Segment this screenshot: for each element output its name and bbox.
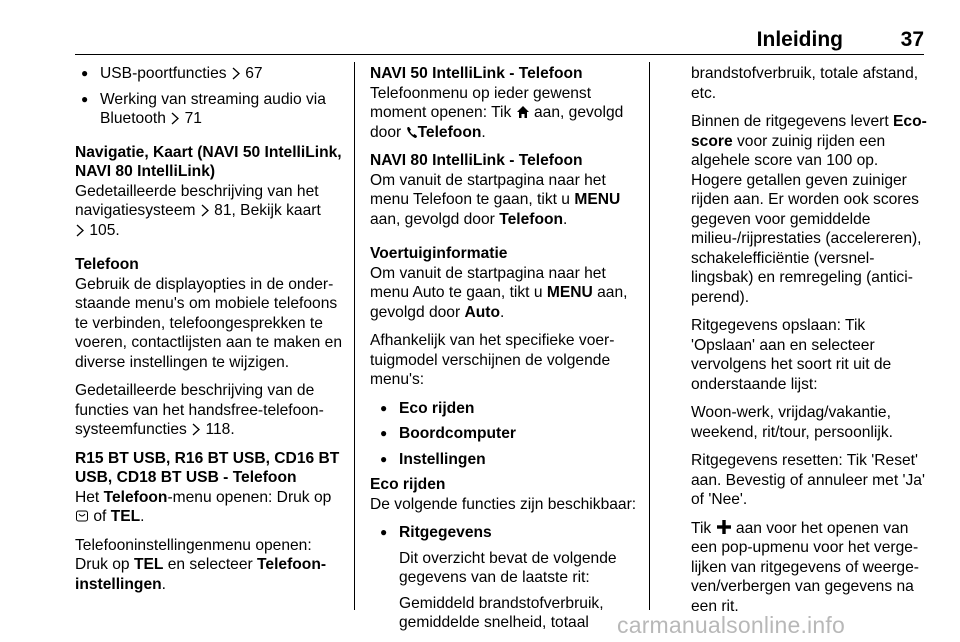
page-header — [0, 0, 960, 58]
list-item: ● Boordcomputer — [370, 424, 638, 444]
paragraph: Gebruik de displayopties in de onderstaande menu's om mobiele telefoons te verbinden, telefoongesprekken te voeren, contactlijsten aan te maken en diverse instellingen te wijzigen. — [75, 275, 342, 371]
page-reference-arrow-icon — [200, 204, 210, 217]
paragraph: Gemiddeld brandstofverbruik, gemiddelde snelheid, totaal — [399, 594, 604, 631]
paragraph: Telefooninstellingenmenu openen: Druk op TEL en selecteer Telefooninstellingen. — [75, 536, 327, 593]
page-reference-arrow-icon — [231, 67, 241, 80]
list-item: ● Eco rijden — [370, 399, 638, 419]
page-reference-arrow-icon — [191, 423, 201, 436]
page-reference-arrow-icon — [75, 224, 85, 237]
home-icon — [516, 105, 530, 119]
phone-key-icon — [75, 509, 89, 523]
paragraph: De volgende functies zijn beschikbaar: — [370, 495, 637, 513]
column-3 — [691, 64, 931, 625]
column-divider-2 — [649, 62, 650, 610]
page-number: 37 — [900, 28, 924, 51]
paragraph: Ritgegevens resetten: Tik 'Reset' aan. Bevestig of annuleer met 'Ja' of 'Nee'. — [691, 452, 925, 508]
column-2 — [370, 64, 638, 639]
phone-icon — [406, 126, 418, 139]
list-item: ● Instellingen — [370, 450, 638, 470]
section-heading: Navigatie, Kaart (NAVI 50 IntelliLink, NAVI 80 IntelliLink) — [75, 143, 342, 180]
section-heading: Voertuiginformatie — [370, 245, 508, 262]
paragraph: Dit overzicht bevat de volgende gegevens van de laatste rit: — [399, 549, 617, 586]
paragraph: Het Telefoon-menu openen: Druk op of TEL. — [75, 488, 332, 525]
paragraph: Ritgegevens opslaan: Tik 'Opslaan' aan en selecteer vervolgens het soort rit uit de onderstaande lijst: — [691, 317, 892, 393]
page-section-title: Inleiding — [756, 28, 843, 51]
paragraph: Binnen de ritgegevens levert Eco-score voor zuinig rijden een algehele score van 100 op. Hogere getallen geven zuiniger rijden aan. Er worden ook scores gegeven voor gemiddelde milieu-/rijprestaties (accelereren), schakelefficiëntie (versnellingsbak) en remregeling (anticiperend). — [691, 113, 927, 306]
section-heading: Telefoon — [75, 256, 139, 273]
watermark: carmanualsonline.info — [617, 612, 845, 638]
paragraph: brandstofverbruik, totale afstand, etc. — [691, 65, 919, 102]
list-item: ● USB-poortfuncties 67 — [75, 64, 343, 84]
paragraph: Om vanuit de startpagina naar het menu Auto te gaan, tikt u MENU aan, gevolgd door Auto. — [370, 264, 628, 321]
column-divider-1 — [354, 62, 355, 610]
paragraph: Woon-werk, vrijdag/vakantie, weekend, rit/tour, persoonlijk. — [691, 404, 893, 441]
column-1 — [75, 64, 343, 603]
paragraph: Afhankelijk van het specifieke voertuigmodel verschijnen de volgende menu's: — [370, 332, 615, 388]
section-heading: NAVI 50 IntelliLink - Telefoon — [370, 65, 583, 82]
paragraph: Tik aan voor het openen van een pop-upmenu voor het vergelijken van ritgegevens of weergeven/verbergen van gegevens na een rit. — [691, 519, 919, 615]
paragraph: Gedetailleerde beschrijving van het navigatiesysteem 81, Bekijk kaart 105. — [75, 182, 321, 239]
header-rule — [75, 54, 924, 55]
paragraph: Om vanuit de startpagina naar het menu Telefoon te gaan, tikt u MENU aan, gevolgd door Telefoon. — [370, 171, 621, 228]
page-reference-arrow-icon — [170, 112, 180, 125]
list-item: ● Werking van streaming audio via Bluetooth 71 — [75, 90, 343, 129]
section-heading: R15 BT USB, R16 BT USB, CD16 BT USB, CD18 BT USB - Telefoon — [75, 449, 340, 486]
paragraph: Telefoonmenu op ieder gewenst moment openen: Tik aan, gevolgd door Telefoon. — [370, 84, 624, 141]
paragraph: Gedetailleerde beschrijving van de functies van het handsfree-telefoonsysteemfuncties 118. — [75, 382, 324, 438]
list-item: ● Ritgegevens — [370, 523, 638, 543]
section-heading: Eco rijden — [370, 476, 446, 493]
plus-icon — [716, 519, 732, 535]
section-heading: NAVI 80 IntelliLink - Telefoon — [370, 152, 583, 169]
